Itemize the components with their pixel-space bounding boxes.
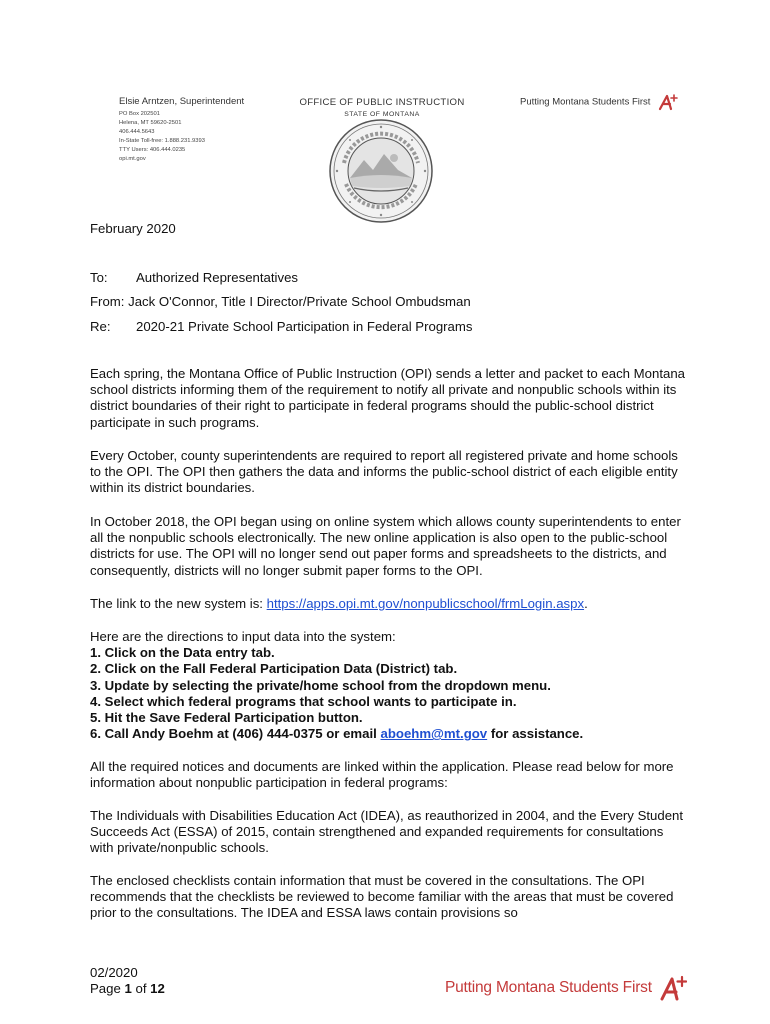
direction-step: 5. Hit the Save Federal Participation button. [90,710,363,726]
directions-intro: Here are the directions to input data into the system: [90,629,396,644]
directions-steps [90,645,690,742]
from-value: Jack O'Connor, Title I Director/Private School Ombudsman [128,294,471,309]
letterhead-office [296,97,468,118]
page-current: 1 [124,981,132,997]
direction-step [90,726,690,742]
contact-line: In-State Toll-free: 1.888.231.9393 [119,138,205,144]
re-value: 2020-21 Private School Participation in Federal Programs [136,319,473,334]
direction-step: 1. Click on the Data entry tab. [90,645,275,661]
paragraph-idea-essa: The Individuals with Disabilities Education Act (IDEA), as reauthorized in 2004, and the Every Student Succeeds Act (ESSA) of 2015, contain strengthened and expanded requirements for consultations with private/nonpublic schools. [90,808,684,856]
paragraph-checklists: The enclosed checklists contain information that must be covered in the consultations. The OPI recommends that the checklists be reviewed to become familiar with the areas that must be covered prior to the consultations. The IDEA and ESSA laws contain provisions so [90,873,674,921]
contact-email-link[interactable]: aboehm@mt.gov [380,726,488,742]
superintendent-name: Elsie Arntzen, Superintendent [119,96,245,107]
link-prefix: The link to the new system is: [90,596,267,611]
direction-step: 2. Click on the Fall Federal Participation Data (District) tab. [90,661,458,677]
page-footer [90,965,165,997]
page-number [90,981,165,997]
letter-date: February 2020 [90,221,176,236]
page-of-label: of [135,981,147,997]
direction-step: 4. Select which federal programs that school wants to participate in. [90,693,517,709]
memo-re [90,319,690,335]
contact-line: 406.444.5643 [119,129,155,135]
office-title: OFFICE OF PUBLIC INSTRUCTION [299,97,465,108]
footer-slogan [445,975,687,1001]
from-label: From: [90,294,125,309]
paragraph-required-notices: All the required notices and documents are linked within the application. Please read below for more information about nonpublic participation in federal programs: [90,759,674,791]
a-plus-logo-icon [658,93,678,111]
contact-line: PO Box 202501 [119,111,160,117]
step6-text: 6. Call Andy Boehm at (406) 444-0375 or email [90,726,381,742]
memo-to [90,270,690,286]
direction-step: 3. Update by selecting the private/home school from the dropdown menu. [90,677,551,693]
contact-line: TTY Users: 406.444.0235 [119,147,186,153]
a-plus-logo-icon [659,975,687,1001]
state-title: STATE OF MONTANA [344,111,420,118]
memo-from [90,294,690,310]
paragraph-spring-letter: Each spring, the Montana Office of Public Instruction (OPI) sends a letter and packet to each Montana school districts informing them of the requirement to notify all private and nonpublic schools within its district boundaries of their right to participate in federal programs should the public-school district participate in such programs. [90,366,685,430]
footer-date: 02/2020 [90,965,138,980]
letterhead-contact-block [119,96,279,164]
paragraph-system-link [90,596,690,612]
page-total: 12 [150,981,165,997]
slogan-text: Putting Montana Students First [520,96,651,108]
paragraph-online-system: In October 2018, the OPI began using on online system which allows county superintendents to enter all the nonpublic schools electronically. The new online application is also open to the public-school districts for use. The OPI will no longer send out paper forms and spreadsheets to the districts, and consequently, districts will no longer submit paper forms to the OPI. [90,514,681,578]
link-suffix: . [584,596,588,611]
paragraph-october-report: Every October, county superintendents are required to report all registered private and home schools to the OPI. The OPI then gathers the data and informs the public-school district of each eligible entity within its district boundaries. [90,448,678,496]
contact-line: Helena, MT 59620-2501 [119,120,182,126]
state-seal-icon [328,118,434,224]
to-value: Authorized Representatives [136,270,299,285]
step6-suffix: for assistance. [487,726,584,742]
directions-block [90,629,690,742]
page-label: Page [90,981,121,997]
re-label: Re: [90,319,111,334]
system-login-link[interactable]: https://apps.opi.mt.gov/nonpublicschool/frmLogin.aspx [266,596,585,611]
footer-slogan-text: Putting Montana Students First [445,979,652,996]
to-label: To: [90,270,108,285]
letterhead-slogan [520,93,678,111]
contact-line: opi.mt.gov [119,156,146,162]
